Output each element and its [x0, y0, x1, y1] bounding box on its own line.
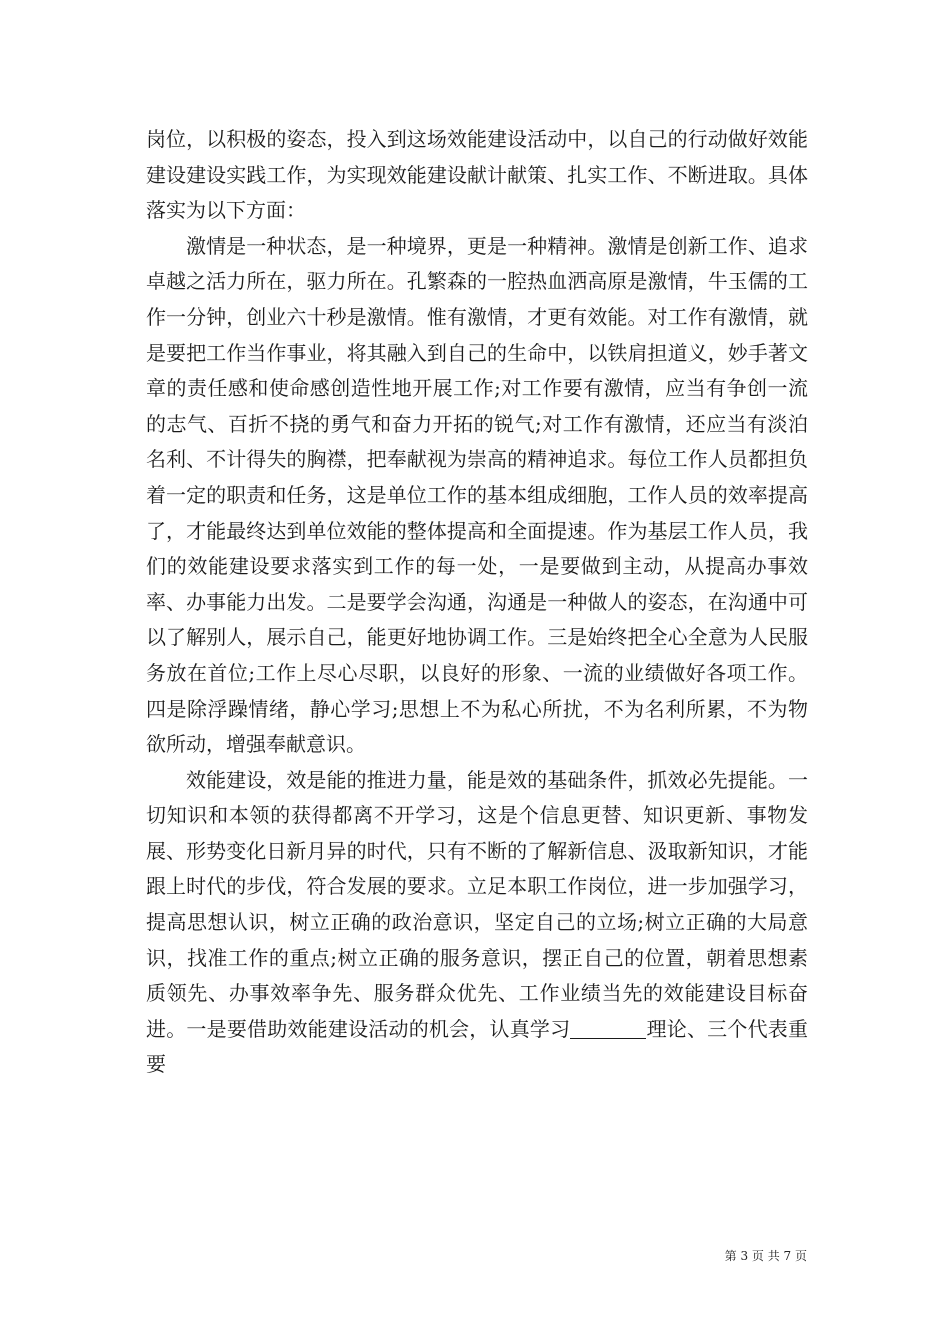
paragraph-3-text: 效能建设，效是能的推进力量，能是效的基础条件，抓效必先提能。一切知识和本领的获得都离不开学习，这是个信息更替、知识更新、事物发展、形势变化日新月异的时代，只有不断的了解新信息、汲取新知识，才能跟上时代的步伐，符合发展的要求。立足本职工作岗位，进一步加强学习，提高思想认识，树立正确的政治意识，坚定自己的立场;树立正确的大局意识，找准工作的重点;树立正确的服务意识，摆正自己的位置，朝着思想素质领先、办事效率争先、服务群众优先、工作业绩当先的效能建设目标奋进。一是要借助效能建设活动的机会，认真学习	[146, 767, 808, 1041]
page-number: 第 3 页 共 7 页	[724, 1249, 807, 1263]
fill-in-blank	[570, 1018, 646, 1039]
paragraph-3	[146, 763, 808, 1083]
paragraph-1: 岗位，以积极的姿态，投入到这场效能建设活动中，以自己的行动做好效能建设建设实践工作，为实现效能建设献计献策、扎实工作、不断进取。具体落实为以下方面：	[146, 127, 808, 223]
document-body	[146, 122, 808, 1083]
paragraph-2: 激情是一种状态，是一种境界，更是一种精神。激情是创新工作、追求卓越之活力所在，驱力所在。孔繁森的一腔热血洒高原是激情，牛玉儒的工作一分钟，创业六十秒是激情。惟有激情，才更有效能。对工作有激情，就是要把工作当作事业，将其融入到自己的生命中，以铁肩担道义，妙手著文章的责任感和使命感创造性地开展工作;对工作要有激情，应当有争创一流的志气、百折不挠的勇气和奋力开拓的锐气;对工作有激情，还应当有淡泊名利、不计得失的胸襟，把奉献视为崇高的精神追求。每位工作人员都担负着一定的职责和任务，这是单位工作的基本组成细胞，工作人员的效率提高了，才能最终达到单位效能的整体提高和全面提速。作为基层工作人员，我们的效能建设要求落实到工作的每一处，一是要做到主动，从提高办事效率、办事能力出发。二是要学会沟通，沟通是一种做人的姿态，在沟通中可以了解别人，展示自己，能更好地协调工作。三是始终把全心全意为人民服务放在首位;工作上尽心尽职，以良好的形象、一流的业绩做好各项工作。四是除浮躁情绪，静心学习;思想上不为私心所扰，不为名利所累，不为物欲所动，增强奉献意识。	[146, 233, 808, 757]
paragraph-3-tail: 理论、三个代表重要	[146, 1016, 809, 1077]
